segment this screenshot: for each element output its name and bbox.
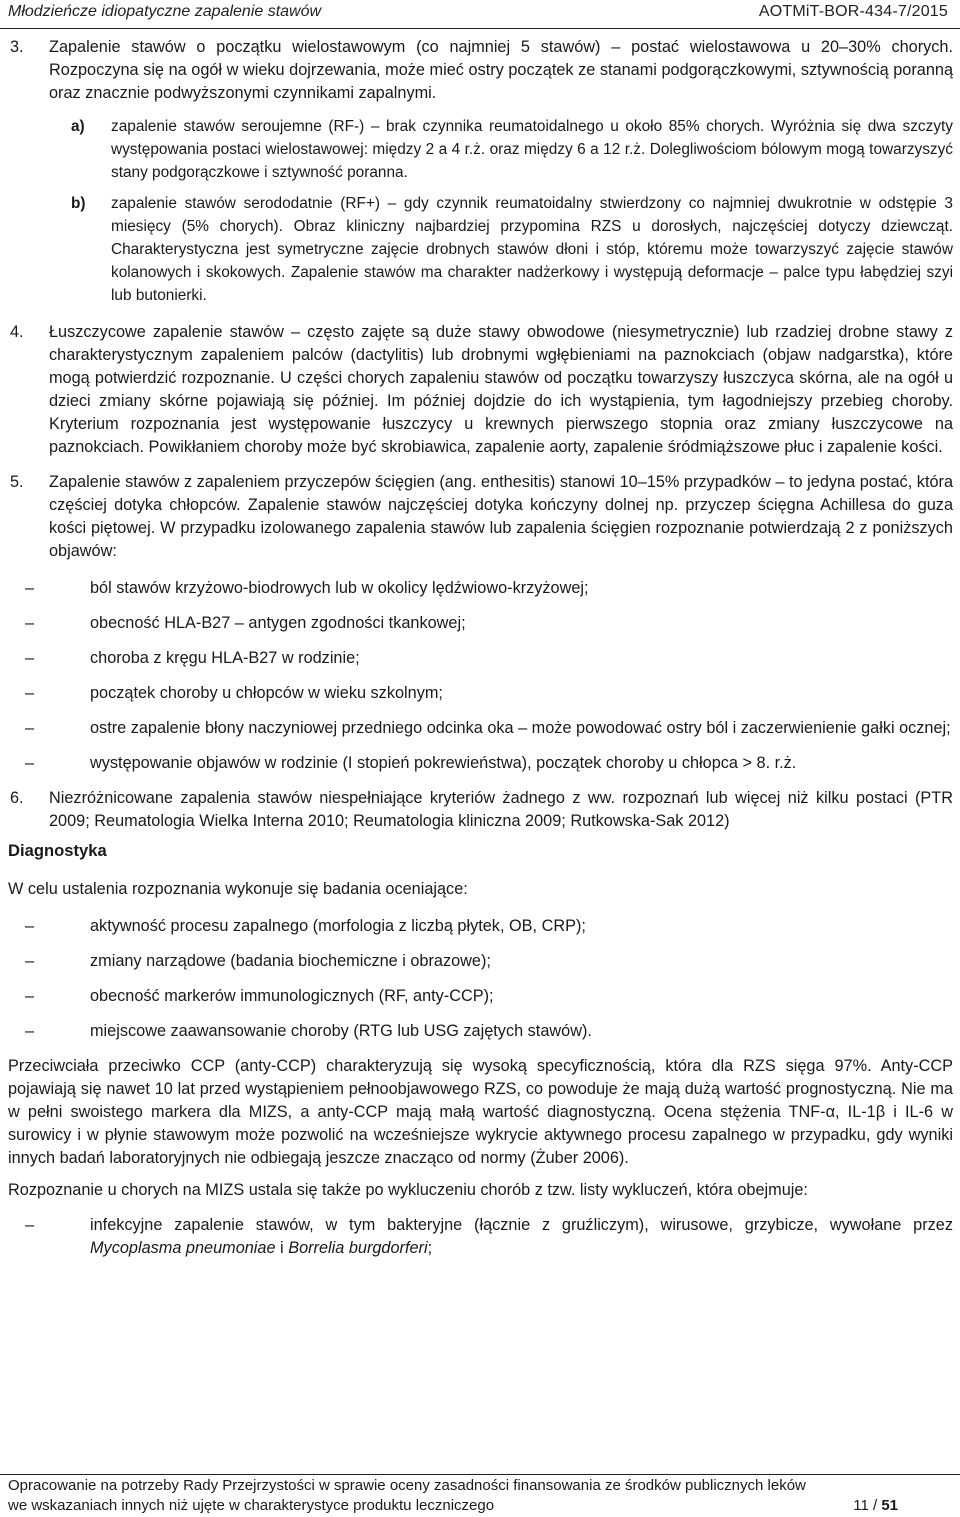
page-separator: / xyxy=(872,1497,878,1514)
list-item-text: początek choroby u chłopców w wieku szkolnym; xyxy=(90,684,443,702)
diagnostics-list xyxy=(8,915,953,1043)
exclusion-paragraph: Rozpoznanie u chorych na MIZS ustala się także po wykluczeniu chorób z tzw. listy wykluczeń, która obejmuje: xyxy=(8,1181,808,1199)
list-item-text: choroba z kręgu HLA-B27 w rodzinie; xyxy=(90,649,360,667)
item-number: 3. xyxy=(10,38,24,56)
dash-bullet: – xyxy=(25,614,35,632)
sub-item-text: zapalenie stawów serododatnie (RF+) – gdy czynnik reumatoidalny stwierdzony co najmniej dwukrotnie w odstępie 3 miesięcy (5% chorych). Obraz kliniczny najbardziej przypomina RZS u dorosłych, najczęściej dotyczy dziewcząt. Charakterystyczna jest symetryczne zajęcie drobnych stawów dłoni i stóp, któremu może towarzyszyć zajęcie stawów kolanowych i skokowych. Zapalenie stawów ma charakter nadżerkowy i występują deformacje – palce typu łabędziej szyi lub butonierki. xyxy=(111,195,953,304)
list-item xyxy=(8,647,953,670)
numbered-item-3 xyxy=(8,36,953,105)
document-body xyxy=(8,36,953,1272)
item-text: Niezróżnicowane zapalenia stawów niespełniające kryteriów żadnego z ww. rozpoznań lub więcej niż kilku postaci (PTR 2009; Reumatologia Wielka Interna 2010; Reumatologia kliniczna 2009; Rutkowska-Sak 2012) xyxy=(49,789,953,830)
sub-item-b xyxy=(71,192,953,307)
criteria-list xyxy=(8,577,953,775)
list-item-text: ostre zapalenie błony naczyniowej przedniego odcinka oka – może powodować ostry ból i zaczerwienienie gałki ocznej; xyxy=(90,719,951,737)
list-item-text: ból stawów krzyżowo-biodrowych lub w okolicy lędźwiowo-krzyżowej; xyxy=(90,579,589,597)
dash-bullet: – xyxy=(25,1216,35,1234)
dash-bullet: – xyxy=(25,719,35,737)
list-item xyxy=(8,950,953,973)
list-item-text: obecność HLA-B27 – antygen zgodności tkankowej; xyxy=(90,614,466,632)
page-total: 51 xyxy=(881,1497,898,1514)
dash-bullet: – xyxy=(25,579,35,597)
pathogen-name: Borrelia burgdorferi xyxy=(288,1239,428,1257)
sub-item-text: zapalenie stawów seroujemne (RF-) – brak czynnika reumatoidalnego u około 85% chorych. Wyróżnia się dwa szczyty występowania postaci wielostawowej: między 2 a 4 r.ż. oraz między 6 a 12 r.ż. Dolegliwościom bólowym mogą towarzyszyć stany podgorączkowe i sztywność poranna. xyxy=(111,118,953,181)
numbered-item-4 xyxy=(8,321,953,459)
page-header xyxy=(0,0,960,29)
numbered-item-5 xyxy=(8,471,953,563)
list-item xyxy=(8,682,953,705)
item-text: Zapalenie stawów z zapaleniem przyczepów ścięgien (ang. enthesitis) stanowi 10–15% przypadków – to jedyna postać, która częściej dotyka chłopców. Zapalenie stawów najczęściej dotyka kończyny dolnej np. przyczep ścięgna Achillesa do guza kości piętowej. W przypadku izolowanego zapalenia stawów lub zapalenia ścięgien rozpoznanie potwierdzają 2 z poniższych objawów: xyxy=(49,473,953,560)
list-item xyxy=(8,1214,953,1260)
dash-bullet: – xyxy=(25,987,35,1005)
dash-bullet: – xyxy=(25,952,35,970)
dash-bullet: – xyxy=(25,684,35,702)
header-report-code: AOTMiT-BOR-434-7/2015 xyxy=(758,3,948,20)
dash-bullet: – xyxy=(25,754,35,772)
item-number: 4. xyxy=(10,323,24,341)
list-item xyxy=(8,985,953,1008)
list-item-text: aktywność procesu zapalnego (morfologia z liczbą płytek, OB, CRP); xyxy=(90,917,586,935)
sub-item-letter: b) xyxy=(71,195,86,212)
diagnostics-intro: W celu ustalenia rozpoznania wykonuje się badania oceniające: xyxy=(8,880,468,898)
list-item-text: obecność markerów immunologicznych (RF, anty-CCP); xyxy=(90,987,494,1005)
list-item xyxy=(8,915,953,938)
page-current: 11 xyxy=(853,1497,869,1514)
list-item-text-part: infekcyjne zapalenie stawów, w tym bakteryjne (łącznie z gruźliczym), wirusowe, grzybicze, wywołane przez xyxy=(90,1216,953,1234)
list-item xyxy=(8,717,953,740)
page-footer xyxy=(0,1474,960,1517)
dash-bullet: – xyxy=(25,1022,35,1040)
item-number: 5. xyxy=(10,473,24,491)
footer-line-2: we wskazaniach innych niż ujęte w charakterystyce produktu leczniczego xyxy=(8,1497,495,1514)
item-number: 6. xyxy=(10,789,24,807)
item-text: Zapalenie stawów o początku wielostawowym (co najmniej 5 stawów) – postać wielostawowa u 20–30% chorych. Rozpoczyna się na ogół w wieku dojrzewania, może mieć ostry początek ze stanami podgorączkowymi, sztywnością poranną oraz znacznie podwyższonymi czynnikami zapalnymi. xyxy=(49,38,953,102)
list-item-text: miejscowe zaawansowanie choroby (RTG lub USG zajętych stawów). xyxy=(90,1022,592,1040)
list-item xyxy=(8,752,953,775)
page-number xyxy=(853,1496,898,1515)
sub-item-letter: a) xyxy=(71,118,85,135)
pathogen-name: Mycoplasma pneumoniae xyxy=(90,1239,276,1257)
list-item xyxy=(8,577,953,600)
list-item-text: zmiany narządowe (badania biochemiczne i obrazowe); xyxy=(90,952,491,970)
item-text: Łuszczycowe zapalenie stawów – często zajęte są duże stawy obwodowe (niesymetrycznie) lub rzadziej drobne stawy z charakterystycznym zapaleniem palców (dactylitis) lub drobnymi wgłębieniami na paznokciach (objaw nadgarstka), które mogą potwierdzić rozpoznanie. U części chorych zapaleniu stawów od początku towarzyszy łuszczyca skórna, ale na ogół u dzieci zmiany skórne pojawiają się później. Im później dojdzie do ich wystąpienia, tym łagodniejszy przebieg choroby. Kryterium rozpoznania jest występowanie łuszczycy u krewnych pierwszego stopnia oraz zmiany łuszczycowe na paznokciach. Powikłaniem choroby może być skrobiawica, zapalenie aorty, zapalenie śródmiąższowe płuc i zapalenie kości. xyxy=(49,323,953,456)
list-item xyxy=(8,1020,953,1043)
footer-line-1: Opracowanie na potrzeby Rady Przejrzystości w sprawie oceny zasadności finansowania ze środków publicznych leków xyxy=(8,1477,806,1494)
list-item-text: występowanie objawów w rodzinie (I stopień pokrewieństwa), początek choroby u chłopca > 8. r.ż. xyxy=(90,754,797,772)
list-item-text-part: i xyxy=(275,1239,289,1257)
exclusion-list xyxy=(8,1214,953,1260)
dash-bullet: – xyxy=(25,649,35,667)
sub-item-a xyxy=(71,115,953,184)
header-document-title: Młodzieńcze idiopatyczne zapalenie stawów xyxy=(8,3,322,20)
numbered-item-6 xyxy=(8,787,953,833)
section-heading: Diagnostyka xyxy=(8,841,107,860)
list-item-text-part: ; xyxy=(427,1239,433,1257)
dash-bullet: – xyxy=(25,917,35,935)
anti-ccp-paragraph: Przeciwciała przeciwko CCP (anty-CCP) charakteryzują się wysoką specyficznością, która dla RZS sięga 97%. Anty-CCP pojawiają się nawet 10 lat przed wystąpieniem pełnoobjawowego RZS, co powoduje że mają dużą wartość prognostyczną. Nie ma w pełni swoistego markera dla MIZS, a anty-CCP mają małą wartość diagnostyczną. Ocena stężenia TNF-α, IL-1β i IL-6 w surowicy i w płynie stawowym może pozwolić na wcześniejsze wykrycie aktywnego procesu zapalnego w przypadku, gdy wyniki innych badań laboratoryjnych nie odbiegają jeszcze znacząco od normy (Żuber 2006). xyxy=(8,1057,953,1167)
list-item xyxy=(8,612,953,635)
